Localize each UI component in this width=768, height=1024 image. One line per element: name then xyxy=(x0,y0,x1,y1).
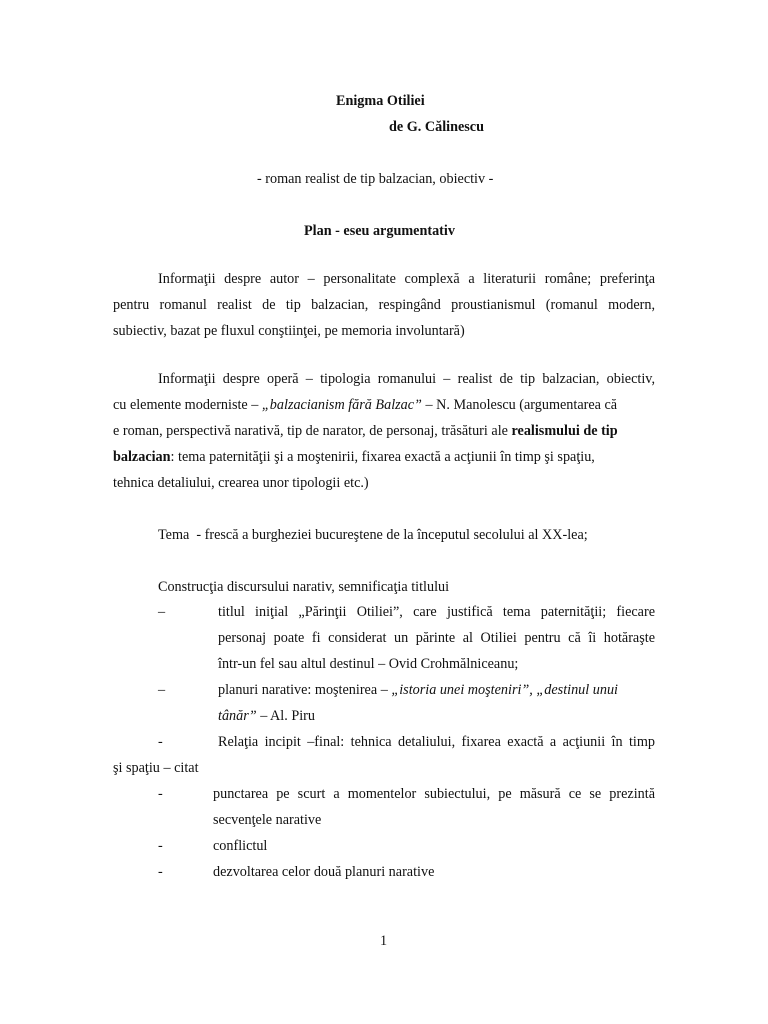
emphasis-text: realismului de tip xyxy=(511,423,618,439)
list-item-line: punctarea pe scurt a momentelor subiectului, pe măsură ce se prezintă xyxy=(213,786,655,802)
list-item-line xyxy=(218,707,315,725)
list-bullet: - xyxy=(158,864,163,880)
list-item-line: şi spaţiu – citat xyxy=(113,760,199,776)
list-item-line xyxy=(218,681,655,699)
document-title: Enigma Otiliei xyxy=(336,93,425,109)
list-item-line: titlul iniţial „Părinţii Otiliei”, care justifică tema paternităţii; fiecare xyxy=(218,604,655,620)
quote-text: „balzacianism fără Balzac” xyxy=(261,397,422,413)
plan-title: Plan - eseu argumentativ xyxy=(304,223,455,239)
page-number: 1 xyxy=(380,933,388,949)
paragraph-work-line: Informaţii despre operă – tipologia romanului – realist de tip balzacian, obiectiv, xyxy=(158,371,655,387)
document-subtitle: - roman realist de tip balzacian, obiectiv - xyxy=(257,171,494,187)
paragraph-author-line: pentru romanul realist de tip balzacian, respingând proustianismul (romanul modern, xyxy=(113,297,655,313)
list-item-line: conflictul xyxy=(213,838,268,854)
text-run: – Al. Piru xyxy=(256,708,315,724)
list-bullet: – xyxy=(158,682,166,698)
list-item-line: personaj poate fi considerat un părinte al Otiliei pentru că îi hotăraşte xyxy=(218,630,655,646)
paragraph-work-line xyxy=(113,396,655,414)
text-run: – N. Manolescu (argumentarea că xyxy=(421,397,618,413)
list-item-line: într-un fel sau altul destinul – Ovid Crohmălniceanu; xyxy=(218,656,519,672)
quote-text: tânăr” xyxy=(218,708,257,724)
list-bullet: - xyxy=(158,838,163,854)
paragraph-work-line xyxy=(113,448,655,466)
paragraph-author-line: subiectiv, bazat pe fluxul conştiinţei, pe memoria involuntară) xyxy=(113,323,465,339)
list-bullet: - xyxy=(158,734,163,750)
text-run: e roman, perspectivă narativă, tip de narator, de personaj, trăsături ale xyxy=(113,423,512,439)
paragraph-work-line: tehnica detaliului, crearea unor tipologii etc.) xyxy=(113,475,369,491)
paragraph-author-line: Informaţii despre autor – personalitate complexă a literaturii române; preferinţa xyxy=(158,271,655,287)
list-bullet: - xyxy=(158,786,163,802)
text-run: : tema paternităţii şi a moştenirii, fixarea exactă a acţiunii în timp şi spaţiu, xyxy=(170,449,595,465)
tema-line: Tema - frescă a burgheziei bucureştene de la începutul secolului al XX-lea; xyxy=(158,527,588,543)
quote-text: „istoria unei moşteniri”, „destinul unui xyxy=(391,682,618,698)
list-item-line: Relaţia incipit –final: tehnica detaliului, fixarea exactă a acţiunii în timp xyxy=(218,734,655,750)
list-bullet: – xyxy=(158,604,166,620)
paragraph-work-line xyxy=(113,422,655,440)
text-run: planuri narative: moştenirea – xyxy=(218,682,392,698)
document-author: de G. Călinescu xyxy=(389,119,484,135)
emphasis-text: balzacian xyxy=(113,449,171,465)
list-item-line: secvenţele narative xyxy=(213,812,322,828)
list-item-line: dezvoltarea celor două planuri narative xyxy=(213,864,435,880)
text-run: cu elemente moderniste – xyxy=(113,397,262,413)
section-heading: Construcţia discursului narativ, semnificaţia titlului xyxy=(158,579,450,595)
